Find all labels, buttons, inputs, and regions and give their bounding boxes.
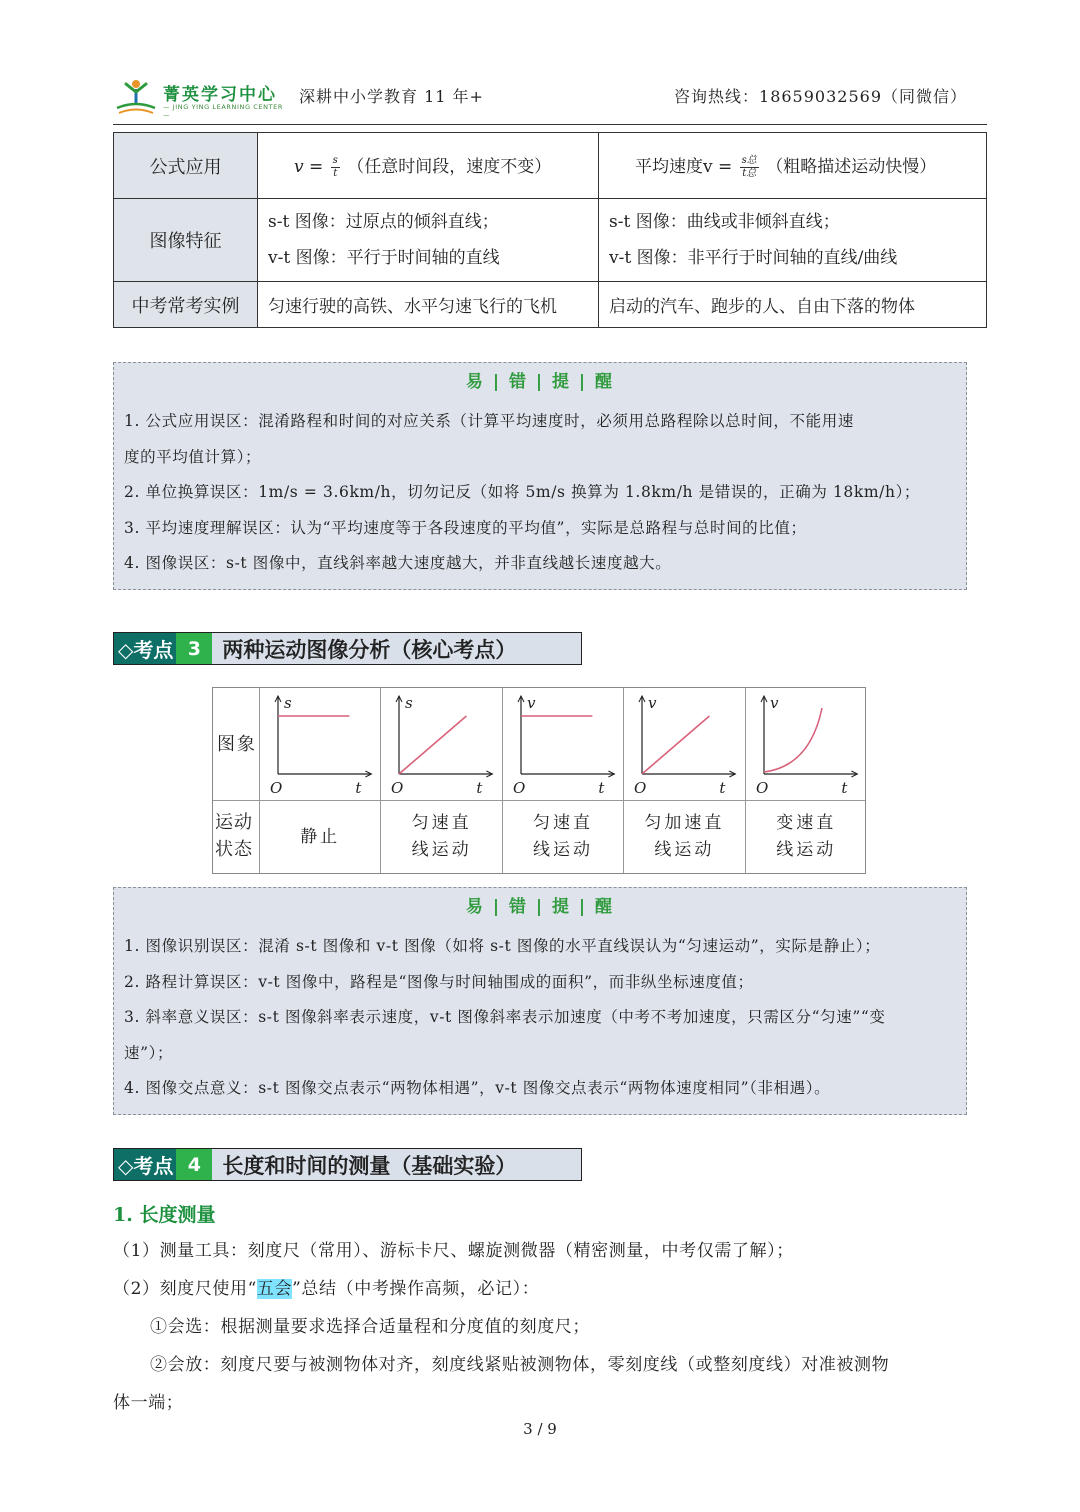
header-slogan: 深耕中小学教育 11 年+	[299, 87, 484, 106]
warning-item: 度的平均值计算）；	[124, 447, 262, 466]
row-label	[213, 688, 260, 800]
state-cell	[746, 801, 867, 873]
cell-line: 启动的汽车、跑步的人、自由下落的物体	[609, 297, 915, 317]
formula-fraction	[740, 155, 759, 180]
warning-item: 速”）；	[124, 1043, 174, 1062]
y-axis-label: s	[405, 694, 414, 712]
motion-graph-table	[212, 687, 866, 874]
motion-graph	[503, 688, 624, 800]
graph-cell	[503, 688, 624, 800]
paragraph: （1）测量工具：刻度尺（常用）、游标卡尺、螺旋测微器（精密测量，中考仅需了解）；	[113, 1241, 794, 1261]
paragraph: 体一端；	[113, 1393, 184, 1413]
x-axis-label: t	[598, 779, 605, 797]
cell-line: v-t 图像：非平行于时间轴的直线/曲线	[609, 248, 898, 268]
row-label-text: 图象	[217, 734, 257, 755]
warning-item: 1. 公式应用误区：混淆路程和时间的对应关系（计算平均速度时，必须用总路程除以总时间，不能用速	[124, 412, 854, 430]
origin-label: O	[755, 779, 768, 797]
cell-line: s-t 图像：曲线或非倾斜直线；	[609, 212, 840, 232]
warning-item: 1. 图像识别误区：混淆 s-t 图像和 v-t 图像（如将 s-t 图像的水平直线误认为“匀速运动”，实际是静止）；	[124, 937, 881, 955]
state-line: 线运动	[532, 840, 593, 860]
cell-line: s-t 图像：过原点的倾斜直线；	[268, 212, 499, 232]
warning-item: 3. 平均速度理解误区：认为“平均速度等于各段速度的平均值”，实际是总路程与总时间的比值；	[124, 518, 807, 537]
warning-title: 易 | 错 | 提 | 醒	[465, 372, 615, 392]
motion-graph	[746, 688, 867, 800]
table-row	[114, 282, 987, 328]
state-cell	[503, 801, 624, 873]
table-row	[114, 133, 987, 199]
state-line: 匀速直	[411, 813, 472, 833]
paragraph: ②会放：刻度尺要与被测物体对齐，刻度线紧贴被测物体，零刻度线（或整刻度线）对准被测物	[150, 1355, 890, 1375]
table-cell	[599, 199, 987, 282]
header-divider	[113, 124, 987, 125]
state-cell	[381, 801, 502, 873]
x-axis-label: t	[355, 779, 362, 797]
cell-line: 匀速行驶的高铁、水平匀速飞行的飞机	[268, 297, 557, 317]
state-line: 匀速直	[532, 813, 593, 833]
formula-cell	[599, 133, 987, 199]
state-text	[381, 801, 501, 873]
origin-label: O	[391, 779, 404, 797]
table-cell	[258, 282, 599, 328]
graph-cell	[624, 688, 745, 800]
motion-graph	[624, 688, 745, 800]
cell-line: v-t 图像：平行于时间轴的直线	[268, 248, 500, 268]
subsection-heading: 1. 长度测量	[113, 1204, 216, 1226]
motion-graph	[260, 688, 381, 800]
state-line: 线运动	[411, 840, 472, 860]
formula-fraction	[331, 155, 340, 180]
warning-title: 易 | 错 | 提 | 醒	[465, 897, 615, 917]
logo-text: 菁英学习中心	[163, 85, 277, 105]
row-label-text: 运动	[215, 812, 253, 833]
x-axis-label: t	[840, 779, 848, 797]
fraction-denominator: t总	[742, 167, 757, 179]
text-span: ”总结（中考操作高频，必记）：	[292, 1279, 540, 1299]
y-axis-label: s	[284, 694, 292, 712]
row-label-text: 状态	[215, 839, 253, 860]
graph-curve	[764, 708, 822, 772]
page-header	[113, 74, 987, 126]
x-axis-label: t	[476, 779, 483, 797]
formula-note: （粗略描述运动快慢）	[766, 156, 937, 177]
page-number: 3 / 9	[523, 1420, 557, 1438]
formula-note: （任意时间段，速度不变）	[347, 156, 552, 177]
graph-line	[399, 716, 466, 774]
table-cell	[599, 282, 987, 328]
paragraph: ①会选：根据测量要求选择合适量程和分度值的刻度尺；	[150, 1317, 590, 1337]
state-row	[213, 801, 865, 873]
table-cell	[258, 199, 599, 282]
fraction-denominator: t	[333, 167, 338, 179]
y-axis-label: v	[526, 694, 536, 712]
state-text	[624, 801, 744, 873]
header-hotline: 咨询热线：18659032569（同微信）	[674, 87, 967, 106]
formula-cell	[258, 133, 599, 199]
state-line: 匀加速直	[644, 813, 725, 833]
section-heading	[113, 1148, 582, 1181]
origin-label: O	[512, 779, 526, 797]
paragraph	[113, 1270, 539, 1308]
y-axis-label: v	[648, 694, 657, 712]
state-cell	[260, 801, 381, 873]
logo-figure-icon	[113, 78, 159, 118]
logo-subtext: — JING YING LEARNING CENTER —	[163, 103, 283, 119]
warning-item: 2. 单位换算误区：1m/s = 3.6km/h，切勿记反（如将 5m/s 换算为 1.8km/h 是错误的，正确为 18km/h）；	[124, 483, 921, 501]
state-cell	[624, 801, 745, 873]
graph-cell	[260, 688, 381, 800]
formula-lhs: v =	[294, 156, 324, 177]
y-axis-label: v	[769, 694, 779, 712]
section-title: 长度和时间的测量（基础实验）	[212, 1149, 581, 1180]
graph-cell	[746, 688, 867, 800]
state-line: 线运动	[654, 840, 715, 860]
row-label: 公式应用	[114, 133, 258, 199]
origin-label: O	[270, 779, 283, 797]
row-label: 中考常考实例	[114, 282, 258, 328]
warning-item: 3. 斜率意义误区：s-t 图像斜率表示速度，v-t 图像斜率表示加速度（中考不考加速度，只需区分“匀速”“变	[124, 1008, 886, 1026]
graph-cell	[381, 688, 502, 800]
section-number: 4	[176, 1149, 212, 1180]
comparison-table	[113, 132, 987, 328]
state-line: 静止	[300, 826, 341, 847]
warning-box	[113, 362, 967, 590]
logo	[113, 78, 288, 118]
graph-row	[213, 688, 865, 801]
state-line: 线运动	[776, 840, 837, 860]
fraction-numerator: s	[332, 154, 338, 166]
section-badge: ◇考点	[114, 633, 176, 664]
motion-graph	[381, 688, 502, 800]
warning-item: 4. 图像交点意义：s-t 图像交点表示“两物体相遇”，v-t 图像交点表示“两物体速度相同”（非相遇）。	[124, 1079, 831, 1097]
section-badge: ◇考点	[114, 1149, 176, 1180]
warning-item: 2. 路程计算误区：v-t 图像中，路程是“图像与时间轴围成的面积”，而非纵坐标速度值；	[124, 972, 754, 991]
state-text	[746, 801, 867, 873]
warning-box	[113, 887, 967, 1115]
state-line: 变速直	[776, 813, 837, 833]
section-heading	[113, 632, 582, 665]
formula-prefix: 平均速度v =	[635, 156, 733, 177]
state-text	[260, 801, 380, 873]
section-title: 两种运动图像分析（核心考点）	[212, 633, 581, 664]
text-span: （2）刻度尺使用“	[113, 1279, 257, 1299]
x-axis-label: t	[719, 779, 726, 797]
warning-list	[114, 929, 966, 1107]
fraction-numerator: s总	[741, 154, 757, 166]
table-row	[114, 199, 987, 282]
warning-item: 4. 图像误区：s-t 图像中，直线斜率越大速度越大，并非直线越长速度越大。	[124, 554, 672, 572]
origin-label: O	[634, 779, 647, 797]
highlighted-text: 五会	[256, 1279, 293, 1299]
graph-line	[642, 716, 709, 774]
section-number: 3	[176, 633, 212, 664]
row-label	[213, 801, 260, 873]
row-label: 图像特征	[114, 199, 258, 282]
warning-list	[114, 404, 966, 582]
state-text	[503, 801, 623, 873]
